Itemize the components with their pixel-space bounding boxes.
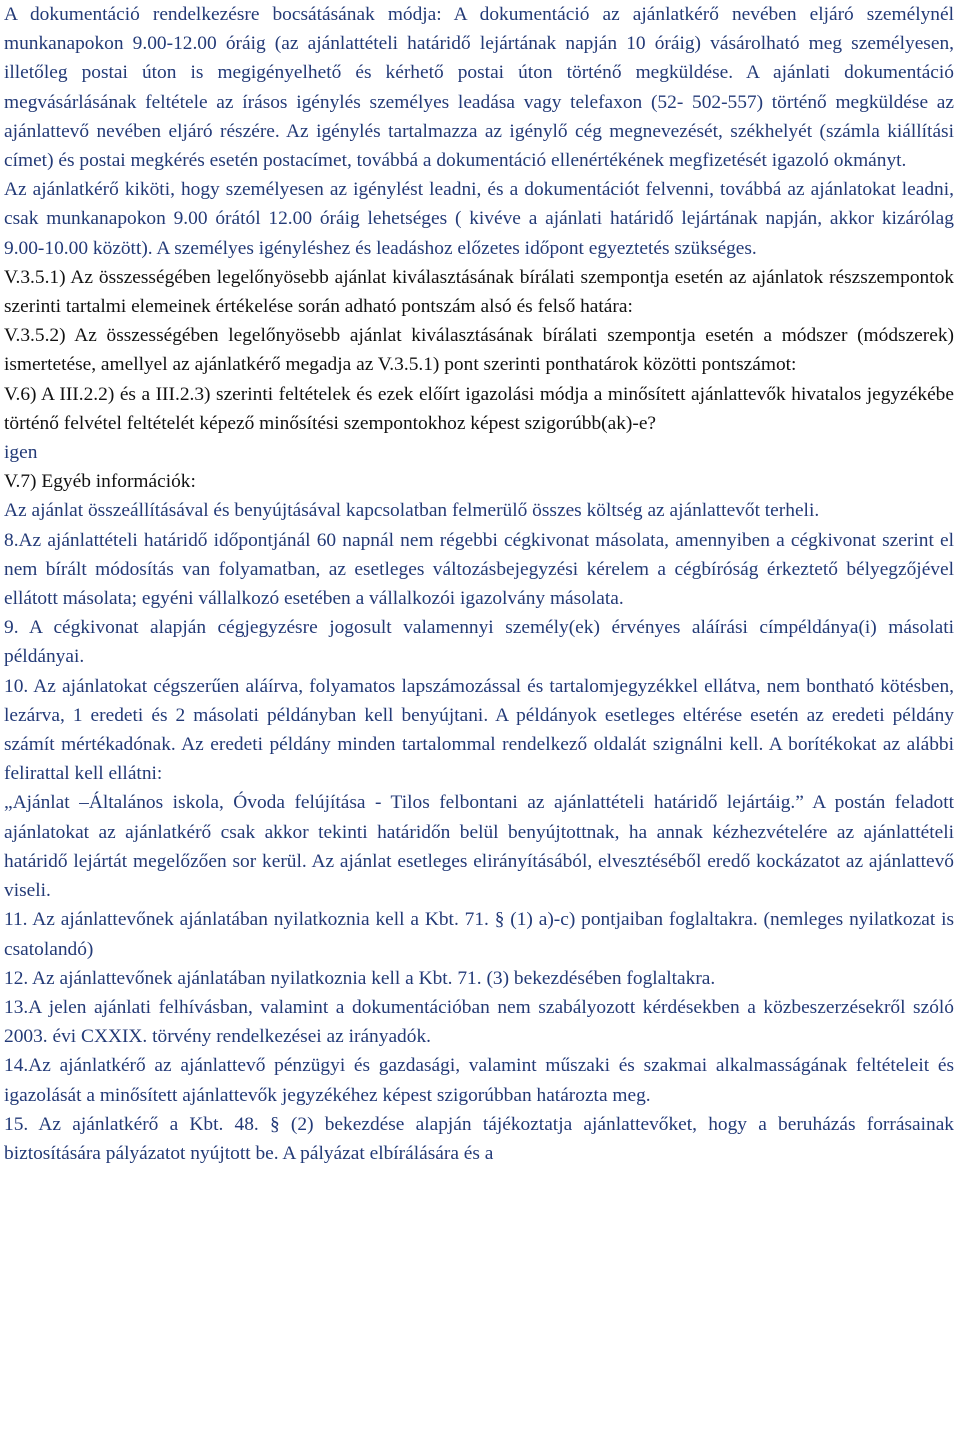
section-text: V.7) Egyéb információk: [4,471,196,493]
document-paragraph [4,380,954,438]
paragraph-text: 13.A jelen ajánlati felhívásban, valamint a dokumentációban nem szabályozott kérdésekben a közbeszerzésekről szóló 2003. évi CXXIX. törvény rendelkezései az irányadók. [4,996,954,1048]
document-paragraph [4,496,954,525]
section-text: V.3.5.1) Az összességében legelőnyösebb ajánlat kiválasztásának bírálati szempontja esetén az ajánlatok részszempontok szerinti tartalmi elemeinek értékelése során adható pontszám alsó és felső határa: [4,266,954,318]
document-paragraph [4,1051,954,1109]
paragraph-text: 11. Az ajánlattevőnek ajánlatában nyilatkoznia kell a Kbt. 71. § (1) a)-c) pontjaiban foglaltakra. (nemleges nyilatkozat is csatolandó) [4,909,954,960]
paragraph-text: 8.Az ajánlattételi határidő időpontjánál 60 napnál nem régebbi cégkivonat másolata, amennyiben a cégkivonat szerint el nem bírált módosítás van folyamatban, az esetleges változásbejegyzési kérelem a cégbíróság érkeztető bélyegzőjével ellátott másolata; egyéni vállalkozó esetében a vállalkozói igazolvány másolata. [4,529,954,610]
paragraph-text: 15. Az ajánlatkérő a Kbt. 48. § (2) bekezdése alapján tájékoztatja ajánlattevőket, hogy a beruházás forrásainak biztosítására pályázatot nyújtott be. A pályázat elbírálására és a [4,1113,954,1164]
document-paragraph [4,788,954,905]
paragraph-text: 10. Az ajánlatokat cégszerűen aláírva, folyamatos lapszámozással és tartalomjegyzékkel ellátva, nem bontható kötésben, lezárva, 1 eredeti és 2 másolati példányban kell benyújtani. A példányok esetleges eltérése esetén az eredeti példány számít mértékadónak. Az eredeti példány minden tartalommal rendelkező oldalát szignálni kell. A borítékokat az alábbi felirattal kell ellátni: [4,675,954,785]
paragraph-text: igen [4,442,38,464]
document-paragraph [4,672,954,789]
document-paragraph [4,175,954,263]
document-paragraph [4,467,954,496]
document-paragraph [4,438,954,467]
paragraph-text: 9. A cégkivonat alapján cégjegyzésre jogosult valamennyi személy(ek) érvényes aláírási címpéldánya(i) másolati példányai. [4,617,954,668]
document-paragraph [4,613,954,671]
document-paragraph [4,964,954,993]
paragraph-text: Az ajánlat összeállításával és benyújtásával kapcsolatban felmerülő összes költség az ajánlattevőt terheli. [4,500,820,522]
paragraph-text: 14.Az ajánlatkérő az ajánlattevő pénzügyi és gazdasági, valamint műszaki és szakmai alkalmasságának feltételeit és igazolását a minősített ajánlattevők jegyzékéhez képest szigorúbban határozta meg. [4,1055,954,1106]
paragraph-text: 12. Az ajánlattevőnek ajánlatában nyilatkoznia kell a Kbt. 71. (3) bekezdésében foglaltakra. [4,967,716,989]
section-text: V.6) A III.2.2) és a III.2.3) szerinti feltételek és ezek előírt igazolási módja a minősített ajánlattevők hivatalos jegyzékébe történő felvétel feltételét képező minősítési szempontokhoz képest szigorúbb(ak)-e? [4,383,954,434]
paragraph-text: Az ajánlatkérő kiköti, hogy személyesen az igénylést leadni, és a dokumentációt felvenni, továbbá az ajánlatokat leadni, csak munkanapokon 9.00 órától 12.00 óráig lehetséges ( kivéve a ajánlati határidő lejártának napján, akkor kizárólag 9.00-10.00 között). A személyes igényléshez és leadáshoz előzetes időpont egyeztetés szükséges. [4,179,954,259]
document-paragraph [4,0,954,175]
document-paragraph [4,321,954,379]
paragraph-text: „Ajánlat –Általános iskola, Óvoda felújítása - Tilos felbontani az ajánlattételi határidő lejártáig.” A postán feladott ajánlatokat az ajánlatkérő csak akkor tekinti határidőn belül benyújtottnak, ha annak kézhezvételére az ajánlattételi határidő lejártát megelőzően sor kerül. Az ajánlat esetleges elirányításából, elvesztéséből eredő kockázatot az ajánlattevő viseli. [4,792,954,902]
document-paragraph [4,993,954,1051]
document-paragraph [4,1110,954,1168]
section-text: V.3.5.2) Az összességében legelőnyösebb ajánlat kiválasztásának bírálati szempontja esetén a módszer (módszerek) ismertetése, amellyel az ajánlatkérő megadja az V.3.5.1) pont szerinti ponthatárok közötti pontszámot: [4,325,954,376]
document-paragraph [4,263,954,321]
document-paragraph [4,905,954,963]
document-body [4,0,954,1168]
document-paragraph [4,526,954,614]
paragraph-text: A dokumentáció rendelkezésre bocsátásának módja: A dokumentáció az ajánlatkérő nevében eljáró személynél munkanapokon 9.00-12.00 óráig (az ajánlattételi határidő lejártának napján 10 óráig) vásárolható meg személyesen, illetőleg postai úton is megigényelhető és kérhető postai úton történő megküldése. A ajánlati dokumentáció megvásárlásának feltétele az írásos igénylés személyes leadása vagy telefaxon (52- 502-557) történő megküldése az ajánlattevő nevében eljáró részére. Az igénylés tartalmazza az igénylő cég megnevezését, székhelyét (számla kiállítási címet) és postai megkérés esetén postacímet, továbbá a dokumentáció ellenértékének megfizetését igazoló okmányt. [4,4,954,172]
